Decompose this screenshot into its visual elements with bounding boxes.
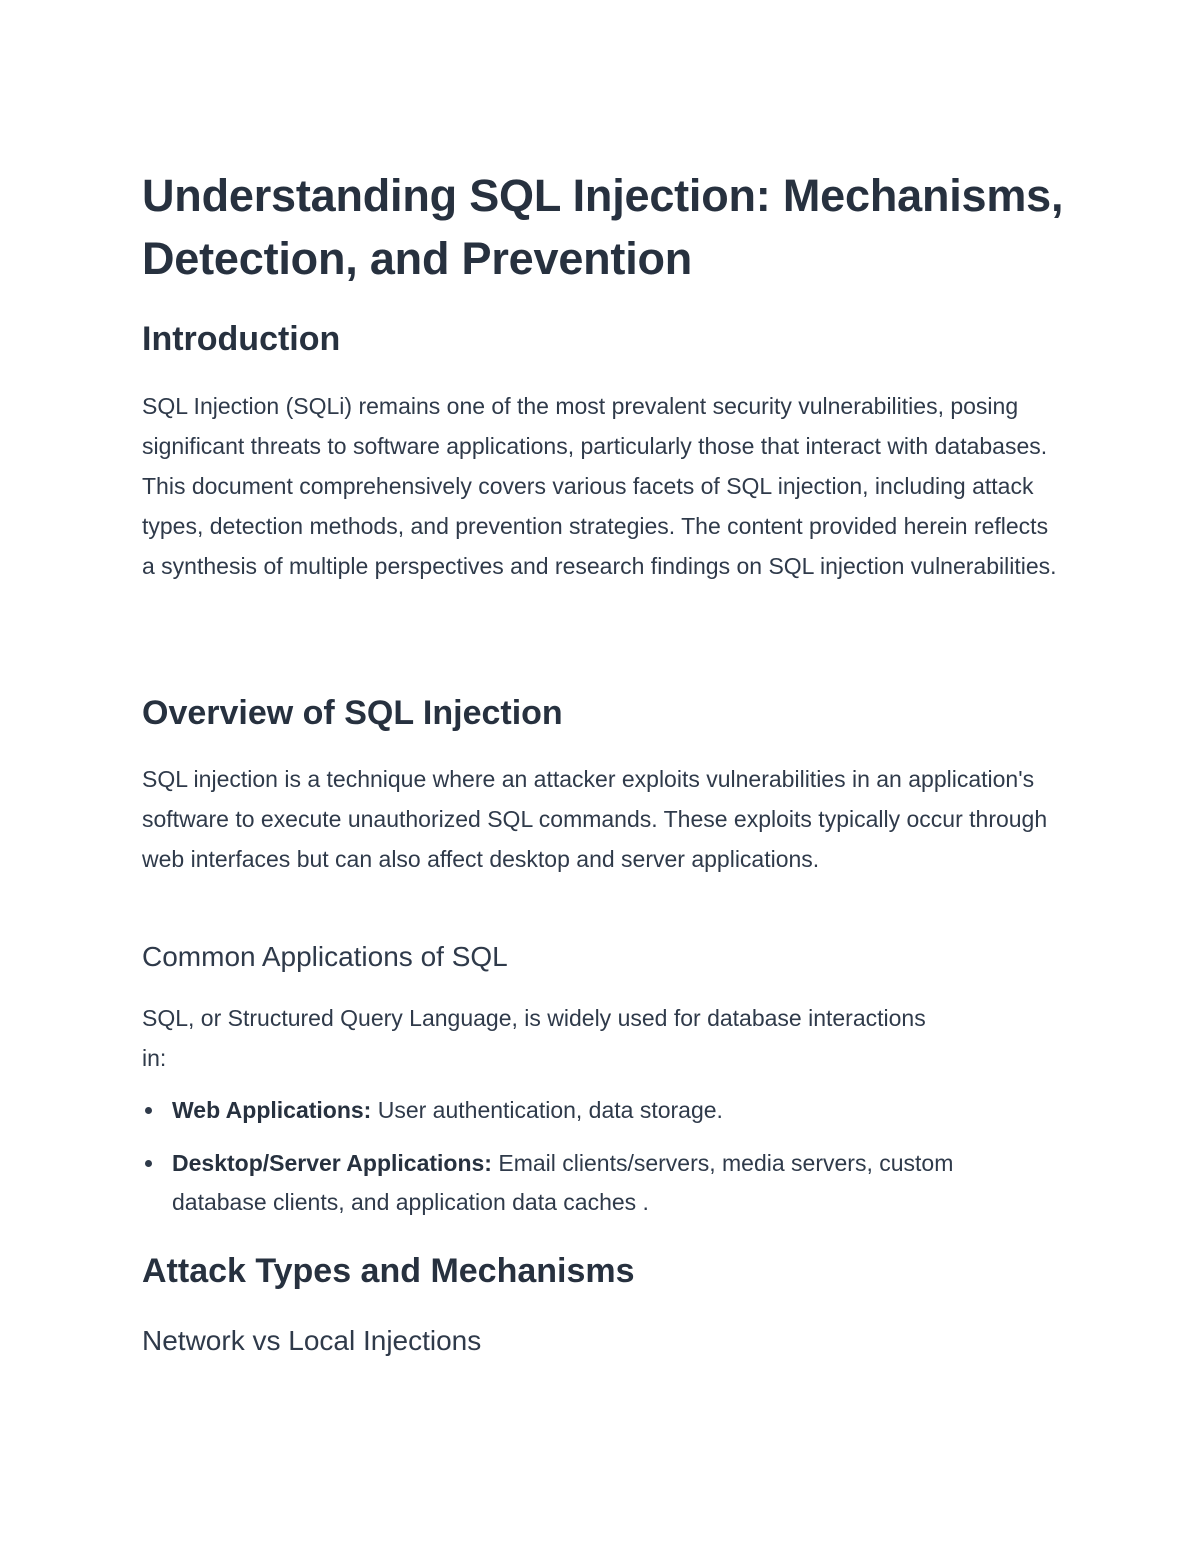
list-item-text: Email clients/servers, media servers, custom database clients, and application data caches . [172,1150,954,1215]
list-item-text: User authentication, data storage. [371,1097,723,1123]
list-item [142,1091,1042,1130]
applications-list [142,1091,1042,1222]
list-item-label: Web Applications: [172,1097,372,1123]
introduction-heading: Introduction [142,320,341,358]
common-applications-heading: Common Applications of SQL [142,941,508,972]
common-applications-paragraph: SQL, or Structured Query Language, is widely used for database interactions in: [142,1005,926,1071]
bullet-icon [145,1107,152,1114]
document-title: Understanding SQL Injection: Mechanisms, Detection, and Prevention [142,170,1064,284]
list-item [142,1144,1042,1222]
list-item-label: Desktop/Server Applications: [172,1150,492,1176]
attack-types-heading: Attack Types and Mechanisms [142,1252,635,1290]
bullet-icon [145,1160,152,1167]
overview-heading: Overview of SQL Injection [142,694,563,732]
introduction-paragraph: SQL Injection (SQLi) remains one of the most prevalent security vulnerabilities, posing significant threats to software applications, particularly those that interact with databases. This document comprehensively covers various facets of SQL injection, including attack types, detection methods, and prevention strategies. The content provided herein reflects a synthesis of multiple perspectives and research findings on SQL injection vulnerabilities. [142,393,1057,579]
overview-paragraph: SQL injection is a technique where an attacker exploits vulnerabilities in an application's software to execute unauthorized SQL commands. These exploits typically occur through web interfaces but can also affect desktop and server applications. [142,766,1048,872]
network-vs-local-heading: Network vs Local Injections [142,1325,482,1356]
